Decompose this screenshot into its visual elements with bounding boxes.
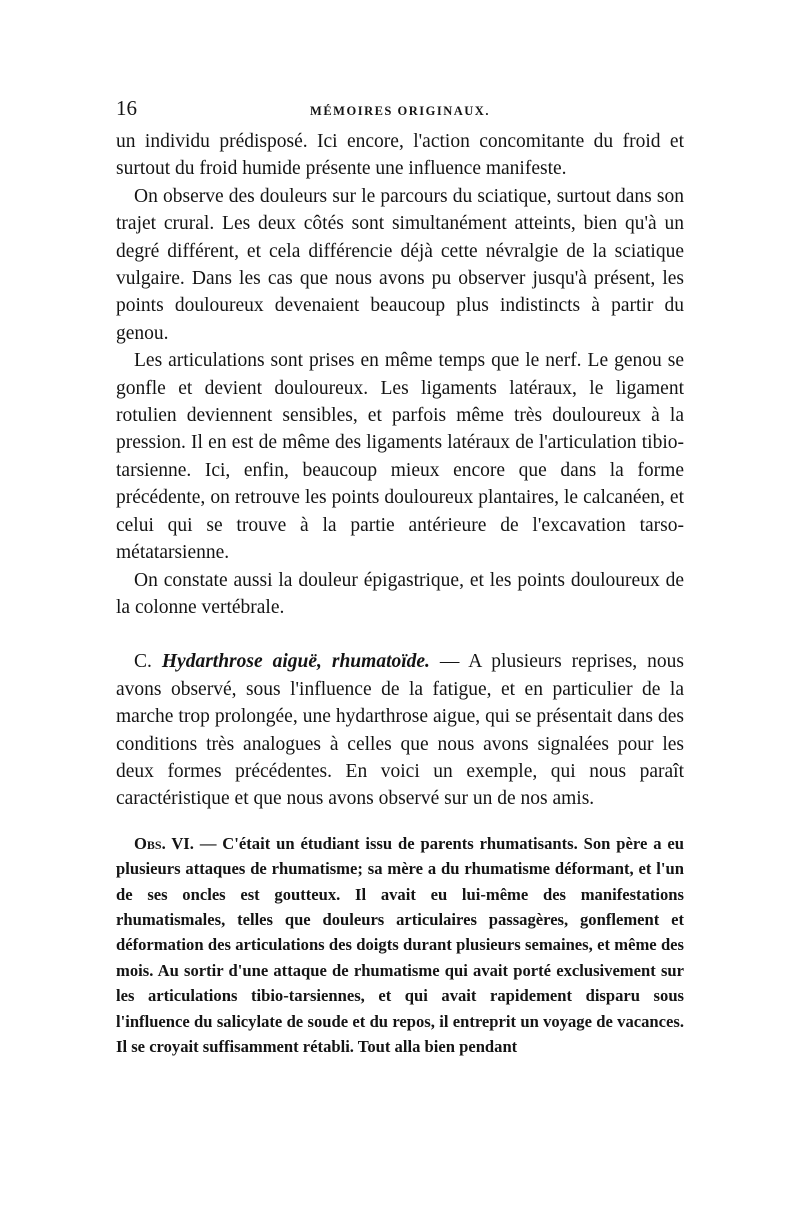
section-title: Hydarthrose aiguë, rhumatoïde. bbox=[161, 651, 430, 673]
paragraph-articulations: Les articulations sont prises en même temps que le nerf. Le genou se gonfle et devient douloureux. Les ligaments latéraux, le ligament rotulien deviennent sensibles, et parfois même très douloureux à la pression. Il en est de même des ligaments latéraux de l'articulation tibio-tarsienne. Ici, enfin, beaucoup mieux encore que dans la forme précédente, on retrouve les points douloureux plantaires, le calcanéen, et celui qui se trouve à la partie antérieure de l'excavation tarso-métatarsienne. bbox=[116, 350, 684, 564]
paragraph-sciatic-pain: On observe des douleurs sur le parcours du sciatique, surtout dans son trajet crural. Les deux côtés sont simultanément atteints, bien qu'à un degré différent, et cela différencie déjà cette névralgie de la sciatique vulgaire. Dans les cas que nous avons pu observer jusqu'à présent, les points douloureux devenaient beaucoup plus indistincts à partir du genou. bbox=[116, 185, 684, 344]
body-text bbox=[116, 128, 684, 813]
observation-text: — C'était un étudiant issu de parents rhumatisants. Son père a eu plusieurs attaques de rhumatisme; sa mère a du rhumatisme déformant, et l'un de ses oncles est goutteux. Il avait eu lui-même des manifestations rhumatismales, telles que douleurs articulaires passagères, gonflement et déformation des articulations des doigts durant plusieurs semaines, et même des mois. Au sortir d'une attaque de rhumatisme qui avait porté exclusivement sur les articulations tibio-tarsiennes, et qui avait rapidement disparu sous l'influence du salicylate de soude et du repos, il entreprit un voyage de vacances. Il se croyait suffisamment rétabli. Tout alla bien pendant bbox=[116, 833, 685, 1056]
page-number: 16 bbox=[116, 96, 137, 120]
observation-label: Obs. VI. bbox=[134, 833, 194, 853]
section-c-paragraph bbox=[116, 648, 684, 812]
running-title: MÉMOIRES ORIGINAUX. bbox=[310, 104, 490, 118]
section-c-text: — A plusieurs reprises, nous avons observé, sous l'influence de la fatigue, et en particulier de la marche trop prolongée, une hydarthrose aigue, qui se présentait dans des conditions très analogues à celles que nous avons signalées pour les deux formes précédentes. En voici un exemple, qui nous paraît caractéristique et que nous avons observé sur un de nos amis. bbox=[116, 651, 684, 810]
section-letter: C. bbox=[134, 651, 152, 673]
paragraph-epigastric-pain: On constate aussi la douleur épigastrique, et les points douloureux de la colonne vertébrale. bbox=[116, 569, 684, 618]
observation-paragraph bbox=[116, 831, 684, 1060]
paragraph-continuation: un individu prédisposé. Ici encore, l'action concomitante du froid et surtout du froid humide présente une influence manifeste. bbox=[116, 131, 684, 180]
observation-block bbox=[116, 831, 684, 1060]
running-header bbox=[116, 92, 684, 128]
book-page bbox=[116, 92, 684, 1059]
